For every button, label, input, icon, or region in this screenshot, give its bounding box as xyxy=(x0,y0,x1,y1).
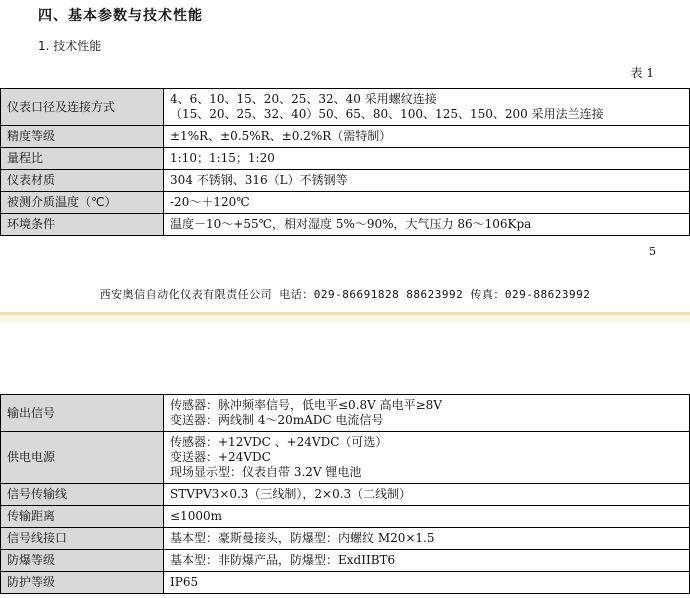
spec-label: 环境条件 xyxy=(1,214,164,236)
spec-value xyxy=(164,148,690,170)
table-number: 表 1 xyxy=(630,66,654,80)
spec-label: 仪表材质 xyxy=(1,170,164,192)
spec-row xyxy=(1,528,690,550)
spec-table-1 xyxy=(0,88,690,236)
spec-label: 供电电源 xyxy=(1,432,164,484)
spec-row xyxy=(1,395,690,432)
spec-row xyxy=(1,432,690,484)
spec-label: 被测介质温度（℃） xyxy=(1,192,164,214)
spec-label: 输出信号 xyxy=(1,395,164,432)
spec-value xyxy=(164,170,690,192)
spec-label: 精度等级 xyxy=(1,126,164,148)
spec-row xyxy=(1,89,690,126)
spec-value-line: 基本型：豪斯曼接头，防爆型：内螺纹 M20×1.5 xyxy=(170,531,435,545)
spec-label: 传输距离 xyxy=(1,506,164,528)
spec-row xyxy=(1,214,690,236)
page-break xyxy=(0,312,690,329)
spec-value-line: STVPV3×0.3（三线制），2×0.3（二线制） xyxy=(170,487,412,501)
spec-label: 量程比 xyxy=(1,148,164,170)
spec-value-line: 传感器：+12VDC 、+24VDC（可选） xyxy=(170,435,388,449)
spec-value xyxy=(164,192,690,214)
spec-value-line: 4、6、10、15、20、25、32、40 采用螺纹连接 xyxy=(170,92,437,106)
spec-label: 信号传输线 xyxy=(1,484,164,506)
spec-value xyxy=(164,214,690,236)
spec-value-line: （15、20、25、32、40）50、65、80、100、125、150、200 采用法兰连接 xyxy=(170,107,604,121)
spec-row xyxy=(1,192,690,214)
spec-value-line: 温度－10～+55℃，相对湿度 5%～90%，大气压力 86～106Kpa xyxy=(170,217,532,231)
page-number: 5 xyxy=(649,245,656,258)
spec-value-line: ≤1000m xyxy=(170,509,222,523)
spec-row xyxy=(1,148,690,170)
spec-value xyxy=(164,126,690,148)
spec-table-2-body xyxy=(1,395,690,594)
spec-value-line: 1:10；1:15；1:20 xyxy=(170,151,275,165)
spec-label: 防护等级 xyxy=(1,572,164,594)
spec-row xyxy=(1,506,690,528)
spec-table-2 xyxy=(0,394,690,594)
spec-value xyxy=(164,89,690,126)
spec-value-line: ±1%R、±0.5%R、±0.2%R（需特制） xyxy=(170,129,392,143)
spec-table-1-body xyxy=(1,89,690,236)
spec-value xyxy=(164,484,690,506)
spec-row xyxy=(1,572,690,594)
section-title: 四、基本参数与技术性能 xyxy=(38,8,203,24)
spec-value xyxy=(164,506,690,528)
spec-row xyxy=(1,170,690,192)
spec-value-line: 传感器：脉冲频率信号，低电平≤0.8V 高电平≥8V xyxy=(170,398,442,412)
spec-value-line: 基本型：非防爆产品，防爆型：ExdIIBT6 xyxy=(170,553,396,567)
company-footer: 西安奥信自动化仪表有限责任公司 电话：029-86691828 88623992 传真：029-88623992 xyxy=(99,288,591,301)
spec-label: 仪表口径及连接方式 xyxy=(1,89,164,126)
sub-title: 1. 技术性能 xyxy=(38,39,102,53)
spec-value-line: IP65 xyxy=(170,575,199,589)
spec-value-line: 现场显示型：仪表自带 3.2V 锂电池 xyxy=(170,465,362,479)
spec-row xyxy=(1,484,690,506)
spec-value xyxy=(164,395,690,432)
spec-value-line: -20～＋120℃ xyxy=(170,195,250,209)
spec-value-line: 变送器：两线制 4～20mADC 电流信号 xyxy=(170,413,384,427)
spec-value xyxy=(164,432,690,484)
spec-row xyxy=(1,550,690,572)
spec-label: 信号线接口 xyxy=(1,528,164,550)
spec-label: 防爆等级 xyxy=(1,550,164,572)
spec-value xyxy=(164,550,690,572)
spec-value xyxy=(164,528,690,550)
spec-value xyxy=(164,572,690,594)
spec-value-line: 变送器：+24VDC xyxy=(170,450,271,464)
spec-value-line: 304 不锈钢、316（L）不锈钢等 xyxy=(170,173,348,187)
spec-row xyxy=(1,126,690,148)
